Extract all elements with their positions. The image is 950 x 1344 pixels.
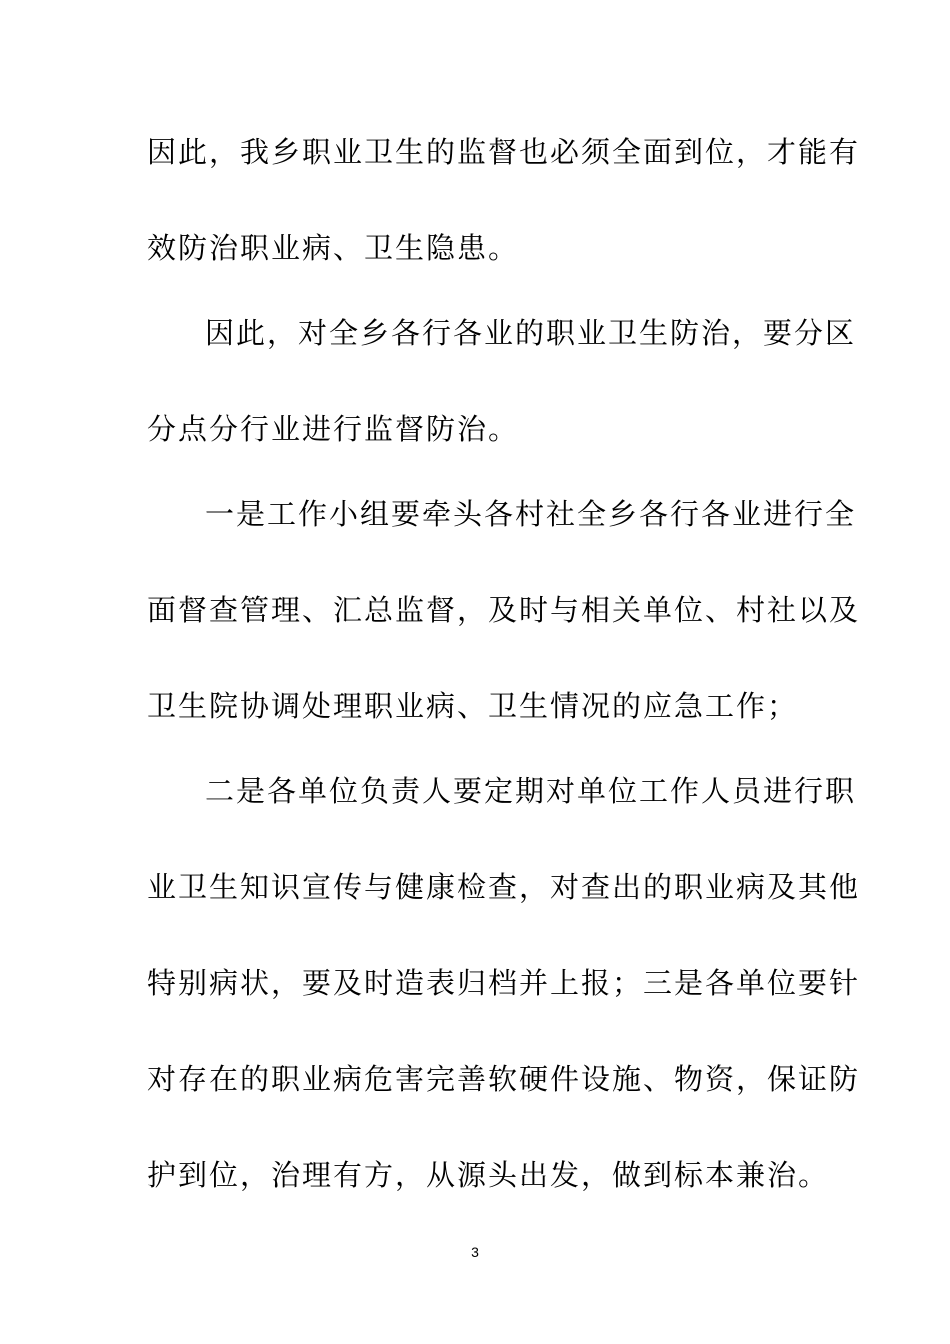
text-line-7: 卫生院协调处理职业病、卫生情况的应急工作；	[147, 689, 799, 723]
text-line-4: 分点分行业进行监督防治。	[147, 412, 520, 446]
text-line-12: 护到位，治理有方，从源头出发，做到标本兼治。	[147, 1158, 830, 1192]
page-number: 3	[471, 1244, 479, 1260]
text-line-5: 一是工作小组要牵头各村社全乡各行各业进行全	[205, 497, 857, 531]
text-line-6: 面督查管理、汇总监督，及时与相关单位、村社以及	[147, 593, 861, 627]
text-line-8: 二是各单位负责人要定期对单位工作人员进行职	[205, 774, 857, 808]
text-line-11: 对存在的职业病危害完善软硬件设施、物资，保证防	[147, 1062, 861, 1096]
text-line-2: 效防治职业病、卫生隐患。	[147, 231, 520, 265]
text-line-3: 因此，对全乡各行各业的职业卫生防治，要分区	[205, 316, 857, 350]
text-line-9: 业卫生知识宣传与健康检查，对查出的职业病及其他	[147, 870, 861, 904]
text-line-10: 特别病状，要及时造表归档并上报；三是各单位要针	[147, 966, 861, 1000]
text-line-1: 因此，我乡职业卫生的监督也必须全面到位，才能有	[147, 135, 861, 169]
